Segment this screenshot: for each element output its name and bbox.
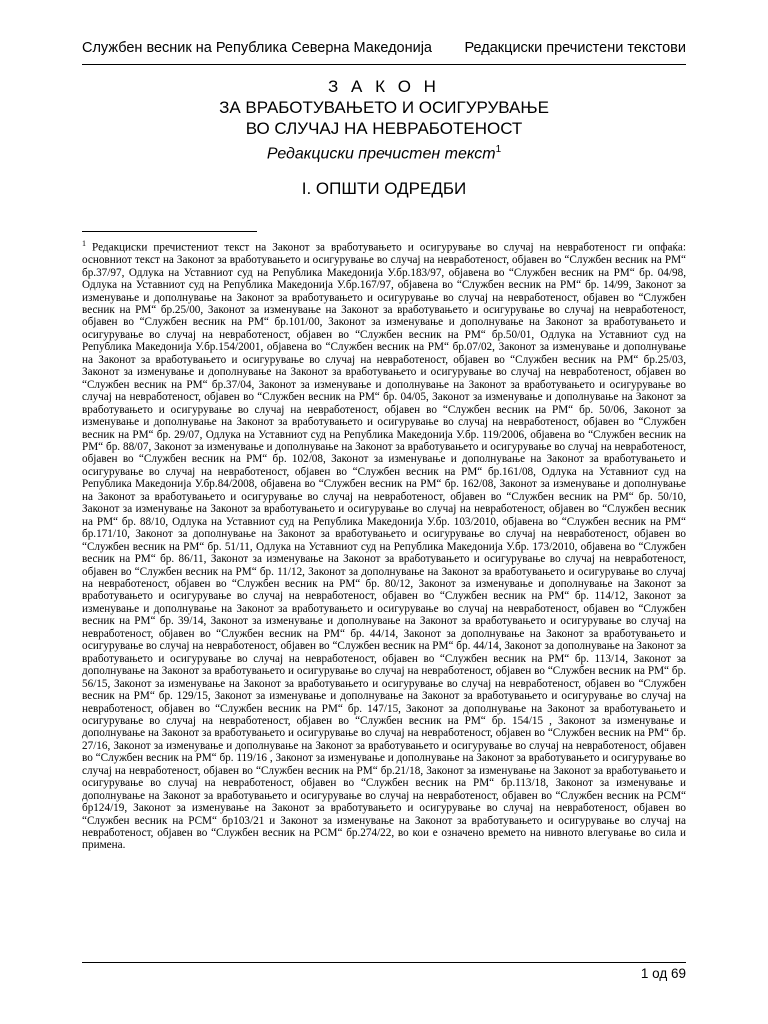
footnote <box>82 238 686 852</box>
footnote-marker: 1 <box>82 239 86 248</box>
header-document-type: Редакциски пречистени текстови <box>464 40 686 56</box>
law-title-block <box>82 76 686 199</box>
footer-divider <box>82 962 686 963</box>
law-title-word: З А К О Н <box>328 77 440 96</box>
page-number: 1 од 69 <box>640 966 686 981</box>
law-subtitle-text: Редакциски пречистен текст <box>266 145 496 163</box>
footnote-reference[interactable]: 1 <box>495 144 502 155</box>
law-title-line-2: ВО СЛУЧАЈ НА НЕВРАБОТЕНОСТ <box>245 119 523 138</box>
chapter-heading: I. ОПШТИ ОДРЕДБИ <box>301 179 467 199</box>
running-header <box>82 40 686 56</box>
header-divider <box>82 64 686 65</box>
footnote-text: Редакциски пречистениот текст на Законот за вработувањето и осигурување во случај на невработеност ги опфаќа: основниот текст на Законот за вработувањето и осигурување во случај на невработеност, објавен во “Службен весник на РМ“ бр.37/97, Одлука на Уставниот суд на Република Македонија У.бр.183/97, објавена во “Службен весник на РМ“ бр. 04/98, Одлука на Уставниот суд на Република Македонија У.бр.167/97, објавена во “Службен весник на РМ“ бр. 14/99, Законот за изменување и дополнување на Законот за вработувањето и осигурување во случај на невработеност, објавен во “Службен весник на РМ“ бр.25/00, Законот за изменување на Законот за вработувањето и осигурување во случај на невработеност, објавен во “Службен весник на РМ“ бр.101/00, Законот за изменување и дополнување на Законот за вработувањето и осигурување во случај на невработеност, објавен во “Службен весник на РМ“ бр.50/01, Одлука на Уставниот суд на Република Македонија У.бр.154/2001, објавена во “Службен весник на РМ“ бр.07/02, Законот за изменување и дополнување на Законот за вработувањето и осигурување во случај на невработеност, објавен во “Службен весник на РМ“ бр.25/03, Законот за изменување и дополнување на Законот за вработувањето и осигурување во случај на невработеност, објавен во “Службен весник на РМ“ бр.37/04, Законот за изменување и дополнување на Законот за вработувањето и осигурување во случај на невработеност, објавен во “Службен весник на РМ“ бр. 04/05, Законот за изменување и дополнување на Законот за вработувањето и осигурување во случај на невработеност, објавен во “Службен весник на РМ“ бр. 50/06, Законот за изменување и дополнување на Законот за вработувањето и осигурување во случај на невработеност, објавен во “Службен весник на РМ“ бр. 29/07, Одлука на Уставниот суд на Република Македонија У.бр. 119/2006, објавена во “Службен весник на РМ“ бр. 88/07, Законот за изменување и дополнување на Законот за вработувањето и осигурување во случај на невработеност, објавен во “Службен весник на РМ“ бр. 102/08, Законот за изменување и дополнување на Законот за вработувањето и осигурување во случај на невработеност, објавен во “Службен весник на РМ“ бр.161/08, Одлука на Уставниот суд на Република Македонија У.бр.84/2008, објавена во “Службен весник на РМ“ бр. 162/08, Законот за изменување и дополнување на Законот за вработувањето и осигурување во случај на невработеност, објавен во “Службен весник на РМ“ бр. 50/10, Законот за изменување на Законот за вработувањето и осигурување во случај на невработеност, објавен во “Службен весник на РМ“ бр. 88/10, Одлука на Уставниот суд на Република Македонија У.бр. 103/2010, објавена во “Службен весник на РМ“ бр.171/10, Законот за дополнување на Законот за вработувањето и осигурување во случај на невработеност, објавен во “Службен весник на РМ“ бр. 51/11, Одлука на Уставниот суд на Република Македонија У.бр. 173/2010, објавена во “Службен весник на РМ“ бр. 86/11, Законот за изменување на Законот за вработувањето и осигурување во случај на невработеност, објавен во “Службен весник на РМ“ бр. 11/12, Законот за дополнување на Законот за вработувањето и осигурување во случај на невработеност, објавен во “Службен весник на РМ“ бр. 80/12, Законот за изменување и дополнување на Законот за вработувањето и осигурување во случај на невработеност, објавен во “Службен весник на РМ“ бр. 114/12, Законот за изменување и дополнување на Законот за вработувањето и осигурување во случај на невработеност, објавен во “Службен весник на РМ“ бр. 39/14, Законот за изменување и дополнување на Законот за вработувањето и осигурување во случај на невработеност, објавен во “Службен весник на РМ“ бр. 44/14, Законот за дополнување на Законот за вработувањето и осигурување во случај на невработеност, објавен во “Службен весник на РМ“ бр. 44/14, Законот за дополнување на Законот за вработувањето и осигурување во случај на невработеност, објавен во “Службен весник на РМ“ бр. 113/14, Законот за дополнување на Законот за вработувањето и осигурување во случај на невработеност, објавен во “Службен весник на РМ“ бр. 56/15, Законот за изменување на Законот за вработувањето и осигурување во случај на невработеност, објавен во “Службен весник на РМ“ бр. 129/15, Законот за изменување и дополнување на Законот за вработувањето и осигурување во случај на невработеност, објавен во “Службен весник на РМ“ бр. 147/15, Законот за дополнување на Законот за вработувањето и осигурување во случај на невработеност, објавен во “Службен весник на РМ“ бр. 154/15 , Законот за изменување и дополнување на Законот за вработувањето и осигурување во случај на невработеност, објавен во “Службен весник на РМ“ бр. 27/16, Законот за изменување и дополнување на Законот за вработувањето и осигурување во случај на невработеност, објавен во “Службен весник на РМ“ бр. 119/16 , Законот за изменување и дополнување на Законот за вработувањето и осигурување во случај на невработеност, објавен во “Службен весник на РМ“ бр.21/18, Законот за изменување на Законот за вработувањето и осигурување во случај на невработеност, објавен во “Службен весник на РМ“ бр.113/18, Законот за изменување и дополнување на Законот за вработувањето и осигурување во случај на невработеност, објавен во “Службен весник на РСМ“ бр124/19, Законот за изменување на Законот за вработувањето и осигурување во случај на невработеност, објавен во “Службен весник на РСМ“ бр103/21 и Законот за изменување на Законот за вработувањето и осигурување во случај на невработеност, објавен во “Службен весник на РСМ“ бр.274/22, во кои е означено времето на нивното влегување во сила и примена. <box>82 241 687 852</box>
header-gazette-name: Службен весник на Република Северна Македонија <box>82 40 432 56</box>
law-title-line-1: ЗА ВРАБОТУВАЊЕТО И ОСИГУРУВАЊЕ <box>219 98 549 117</box>
law-subtitle <box>82 139 686 164</box>
footnote-separator <box>82 231 257 232</box>
